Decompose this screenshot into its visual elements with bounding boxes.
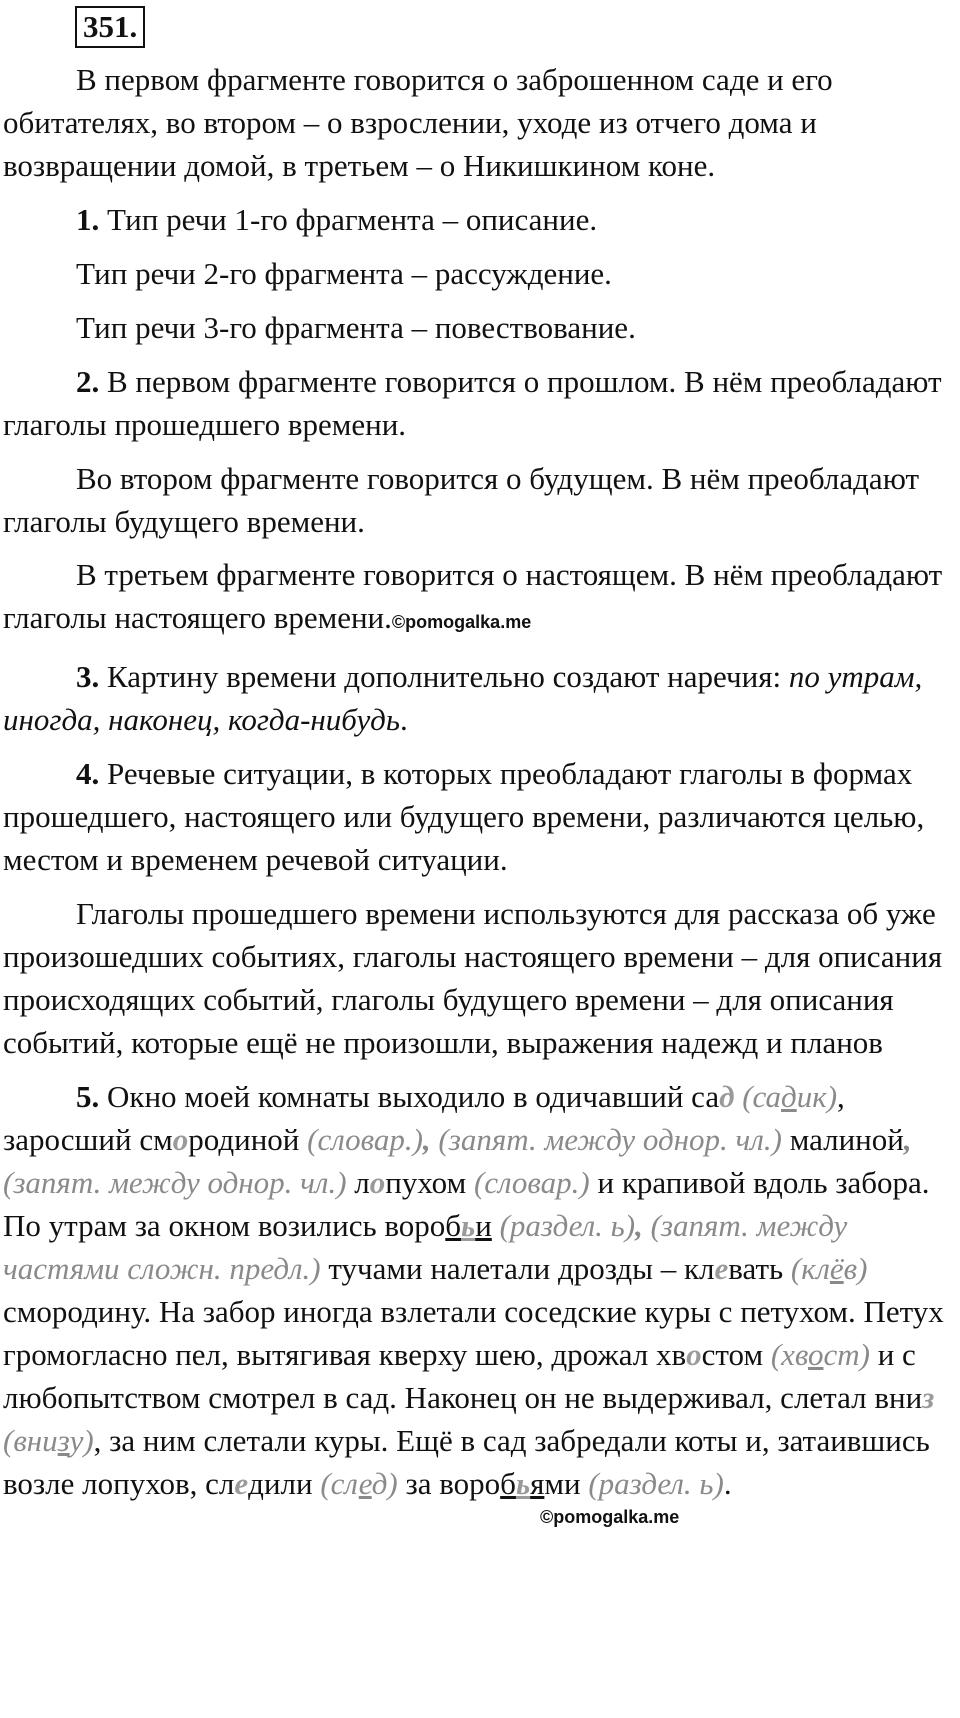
q5-comment-underlined: ё [829, 1251, 844, 1286]
q5-comment-underlined: з [57, 1423, 70, 1458]
q5-seg: л [346, 1165, 370, 1200]
q5-seg: ми [544, 1466, 589, 1501]
q5-comment-part: ст) [823, 1337, 870, 1372]
orthogram-letter: о [172, 1122, 189, 1157]
q5-seg: малиной [781, 1122, 904, 1157]
q5-seg: тучами налетали дрозды – кл [320, 1251, 715, 1286]
q2-number: 2. [76, 364, 100, 399]
underlined-letter: б [500, 1466, 516, 1501]
q5-comment: (словар.) [473, 1165, 590, 1200]
task-number: 351. [75, 6, 145, 48]
q5-seg: стом [701, 1337, 771, 1372]
q5-comment: (запят. между однор. чл.) [430, 1122, 782, 1157]
q5-seg: и с любопытством смотрел в сад. Наконец он не выдерживал, слетал вни [3, 1337, 923, 1415]
orthogram-letter: з [922, 1380, 935, 1415]
orthogram-comma: , [635, 1208, 643, 1243]
q5-comment: (запят. между частями сложн. предл.) [3, 1208, 848, 1286]
q5-comment-part: у) [69, 1423, 94, 1458]
underlined-letter: и [475, 1208, 492, 1243]
underlined-letter: б [445, 1208, 462, 1243]
orthogram-letter: е [234, 1466, 249, 1501]
orthogram-letter: о [686, 1337, 702, 1372]
q4-text-1: Речевые ситуации, в которых преобладают глаголы в формах прошедшего, настоящего или будущего времени, различаются целью, местом и временем речевой ситуации. [3, 756, 925, 877]
q2-paragraph-1 [3, 360, 960, 446]
q1-text-1: Тип речи 1-го фрагмента – описание. [107, 202, 598, 237]
q5-comment-part: ик) [796, 1079, 838, 1114]
q2-text-3: В третьем фрагменте говорится о настоящем. В нём преобладают глаголы настоящего времени. [3, 557, 943, 635]
q5-comment-part: (кл [790, 1251, 830, 1286]
q5-seg: , за ним слетали куры. Ещё в сад забредали коты и, затаившись возле лопухов, сл [3, 1423, 930, 1501]
intro-paragraph: В первом фрагменте говорится о заброшенном саде и его обитателях, во втором – о взрослении, уходе из отчего дома и возвращении домой, в третьем – о Никишкином коне. [3, 62, 833, 183]
q5-comment-underlined: д [781, 1079, 797, 1114]
q5-seg: родиной [188, 1122, 308, 1157]
orthogram-letter: ь [515, 1466, 531, 1501]
q5-paragraph [3, 1075, 960, 1505]
q5-comment-part: (вни [3, 1423, 58, 1458]
orthogram-comma: , [422, 1122, 431, 1157]
orthogram-comma: , [903, 1122, 912, 1157]
q5-comment [734, 1079, 837, 1114]
q5-comment [3, 1423, 94, 1458]
q5-seg: , заросший см [3, 1079, 845, 1157]
q5-seg: вать [728, 1251, 791, 1286]
q5-comment-underlined: о [807, 1337, 824, 1372]
q1-line-3: Тип речи 3-го фрагмента – повествование. [76, 310, 636, 345]
q3-adverbs: по утрам, иногда, наконец, когда-нибудь [3, 659, 923, 737]
q5-comment [320, 1466, 397, 1501]
q5-number: 5. [76, 1079, 100, 1114]
q5-seg: и крапивой вдоль забора. По утрам за окном возились воро [3, 1165, 930, 1243]
watermark-2: ©pomogalka.me [540, 1507, 680, 1527]
orthogram-letter: е [714, 1251, 729, 1286]
q4-number: 4. [76, 756, 100, 791]
q5-comment: (словар.) [307, 1122, 423, 1157]
q1-line-2: Тип речи 2-го фрагмента – рассуждение. [76, 256, 612, 291]
q1-number: 1. [76, 202, 100, 237]
q3-paragraph [3, 655, 960, 741]
q3-number: 3. [76, 659, 100, 694]
q5-comment: (запят. между однор. чл.) [3, 1165, 347, 1200]
answer-body [3, 0, 960, 1505]
q2-text-1: В первом фрагменте говорится о прошлом. В нём преобладают глаголы прошедшего времени. [3, 364, 942, 442]
q3-end: . [399, 702, 408, 737]
q5-comment-part: (хв [770, 1337, 808, 1372]
orthogram-letter: д [719, 1079, 735, 1114]
q5-comment-part: в) [843, 1251, 868, 1286]
orthogram-letter: о [369, 1165, 386, 1200]
q5-seg: . [723, 1466, 732, 1501]
q5-seg: смородину. На забор иногда взлетали соседские куры с петухом. Петух громогласно пел, вытягивая кверху шею, дрожал хв [3, 1294, 944, 1372]
q5-comment-part: (са [734, 1079, 782, 1114]
q5-comment-part: (сл [320, 1466, 359, 1501]
q5-seg: за воро [397, 1466, 501, 1501]
q1-line-1 [3, 198, 960, 241]
q5-seg: пухом [385, 1165, 474, 1200]
q2-paragraph-2: Во втором фрагменте говорится о будущем. В нём преобладают глаголы будущего времени. [3, 461, 919, 539]
q4-paragraph-1 [3, 752, 960, 881]
orthogram-letter: ь [461, 1208, 476, 1243]
q5-comment-part: д) [371, 1466, 398, 1501]
q5-comment-underlined: е [358, 1466, 372, 1501]
q5-comment: (раздел. ь) [491, 1208, 636, 1243]
q5-seg: Окно моей комнаты выходило в одичавший са [99, 1079, 720, 1114]
q3-text: Картину времени дополнительно создают наречия: [107, 659, 782, 694]
q5-seg: дили [248, 1466, 321, 1501]
q5-comment [791, 1251, 868, 1286]
q4-paragraph-2: Глаголы прошедшего времени используются для рассказа об уже произошедших событиях, глаголы настоящего времени – для описания происходящих событий, глаголы будущего времени – для описания событий, которые ещё не произошли, выражения надежд и планов [3, 896, 943, 1060]
q5-comment: (раздел. ь) [588, 1466, 724, 1501]
q5-comment [771, 1337, 870, 1372]
q2-paragraph-3 [3, 553, 960, 644]
underlined-letter: я [530, 1466, 545, 1501]
watermark-1: ©pomogalka.me [391, 612, 532, 632]
